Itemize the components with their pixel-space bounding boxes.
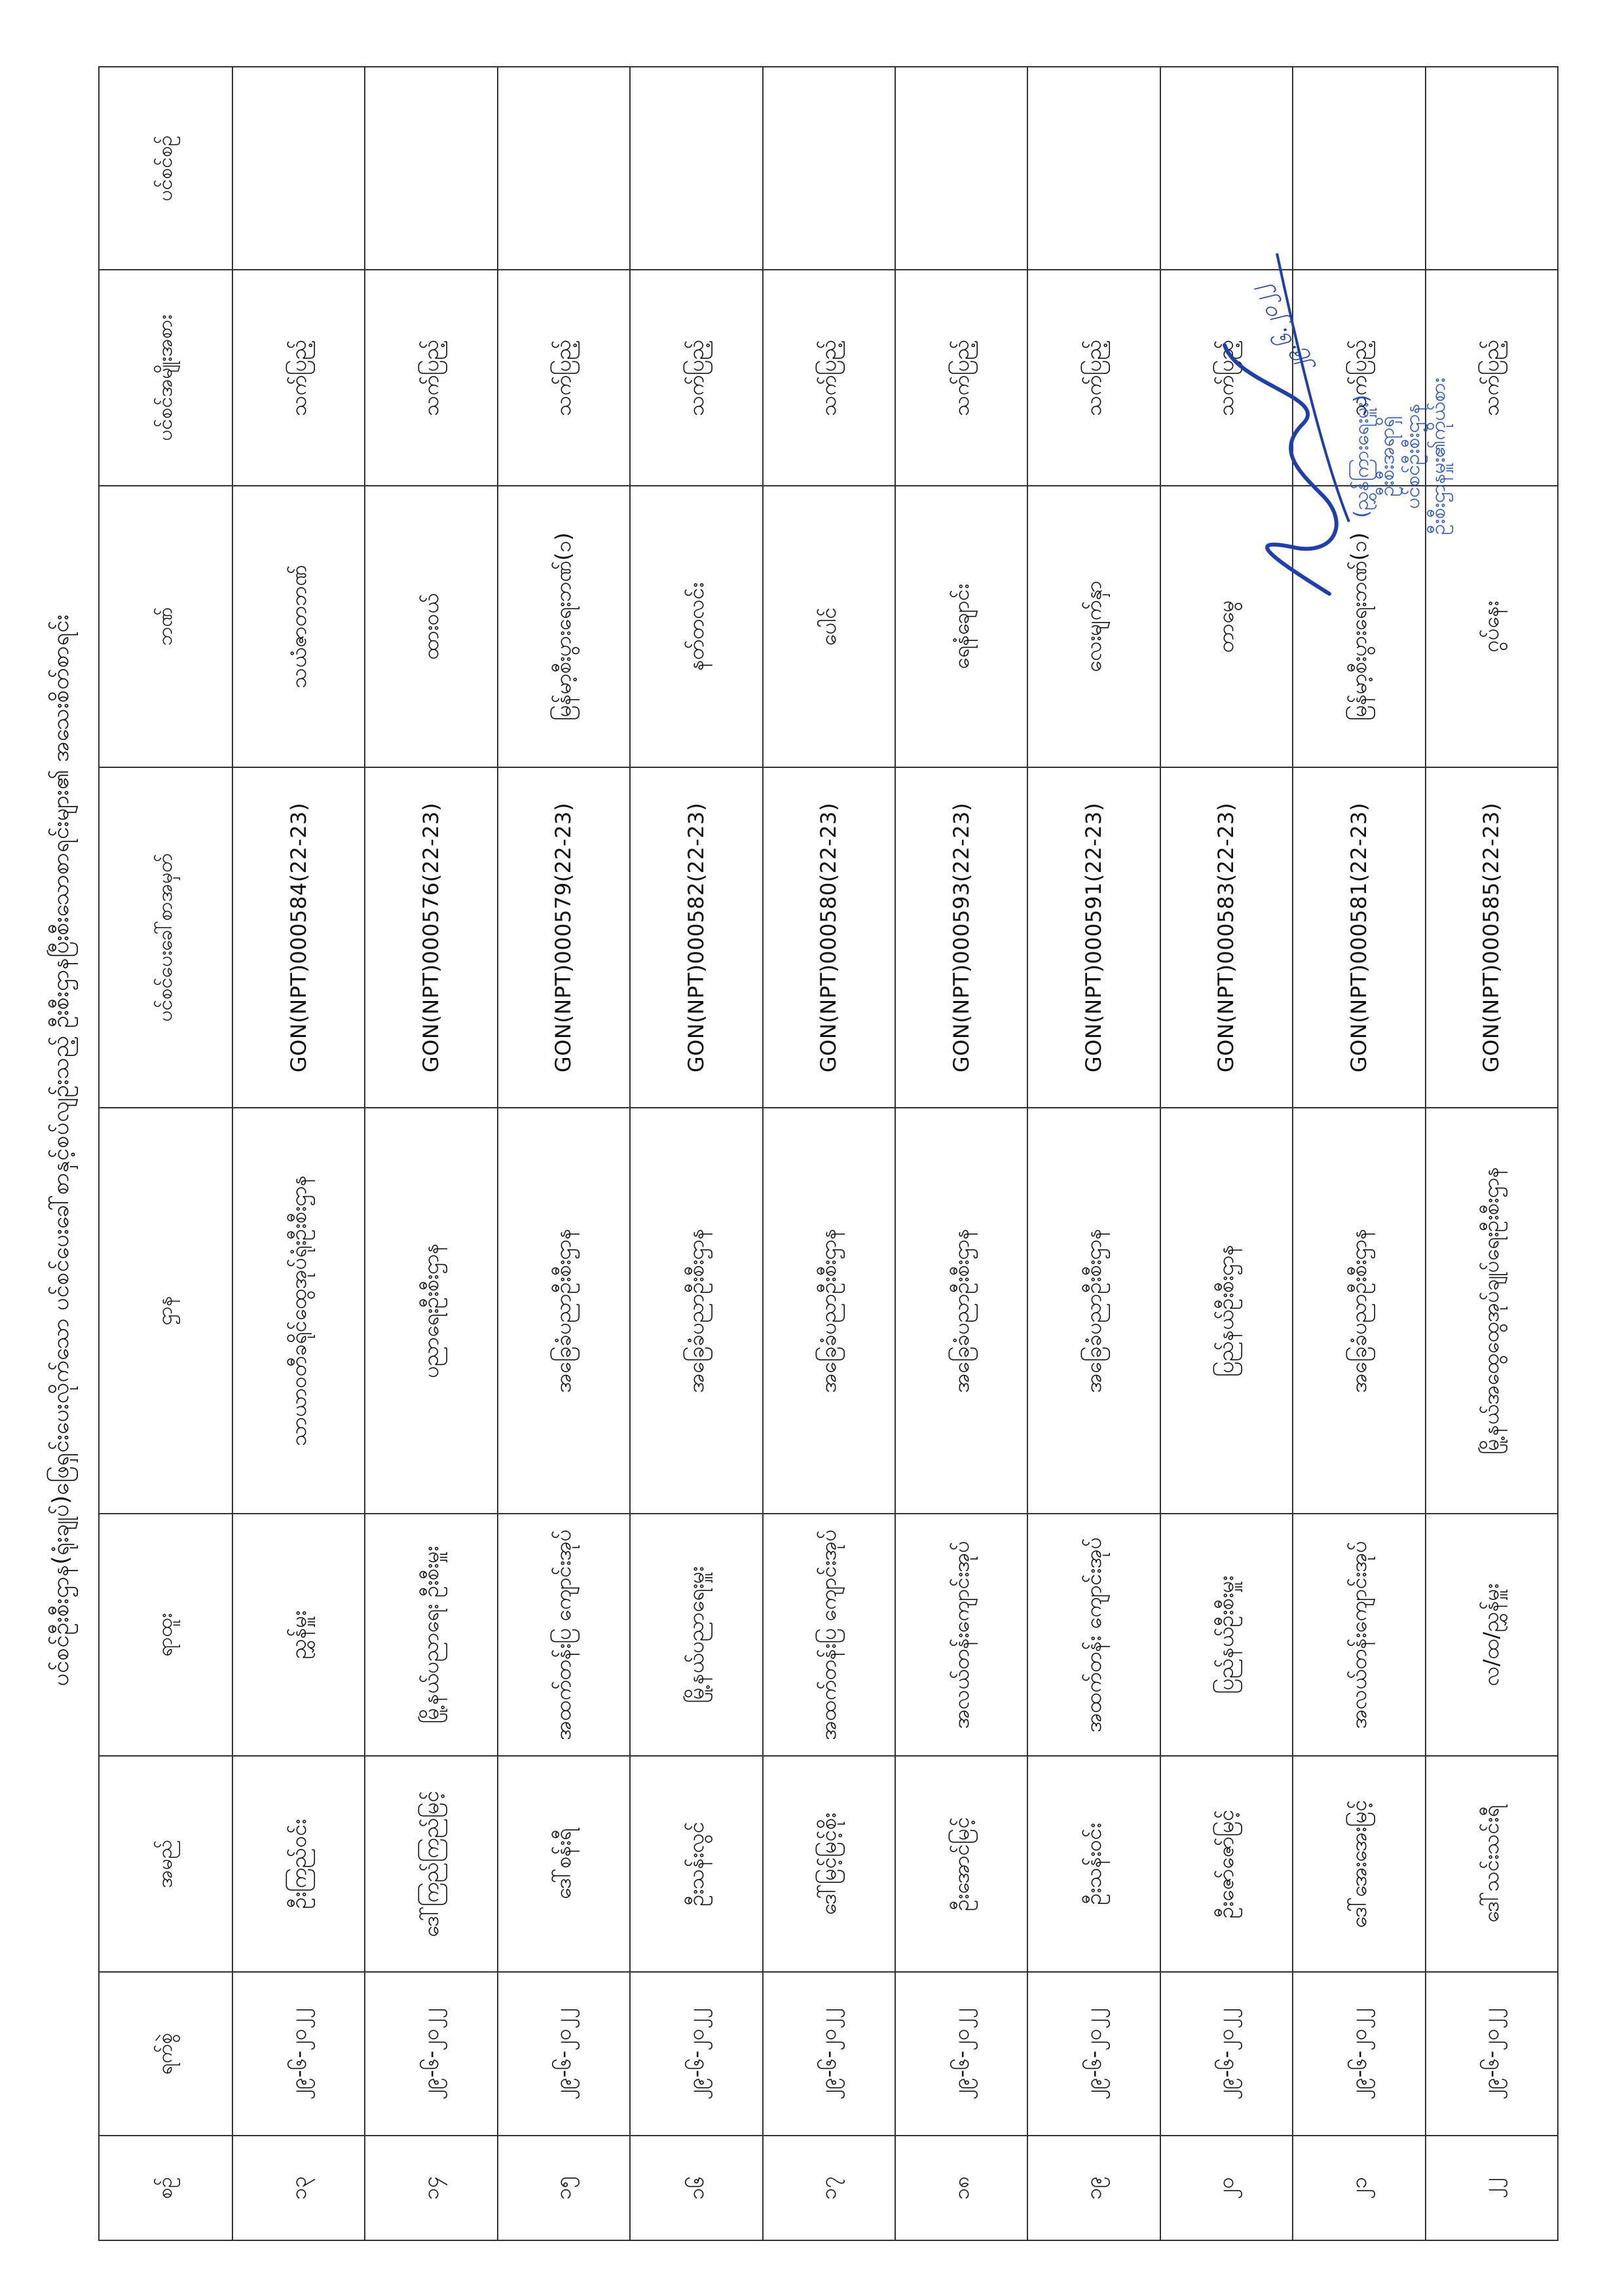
- cell-no: ၂၁: [1293, 2136, 1425, 2240]
- table-row: [630, 67, 762, 2240]
- table-row: [1027, 67, 1160, 2240]
- cell-date: ၂၉-၆-၂၀၂၂: [763, 1972, 895, 2136]
- cell-no: ၁၃: [232, 2136, 365, 2240]
- cell-rank: အထက်တန်းပြ ကျောင်းအုပ်: [498, 1514, 630, 1756]
- cell-code: GON(NPT)000593(22-23): [895, 767, 1027, 1108]
- cell-name: ဒေါ်သင်းသင်းရီ: [1426, 1756, 1558, 1972]
- cell-no: ၁၅: [498, 2136, 630, 2240]
- cell-bank: တာမွေ: [1160, 486, 1293, 767]
- cell-bank: မြန်မာ့စီးပွားရေးဘဏ်(၁): [498, 486, 630, 767]
- cell-bank: ရေနံချောင်း: [895, 486, 1027, 767]
- cell-name: ဦးဇော်ဇော်မြင့်: [1160, 1756, 1293, 1972]
- cell-code: GON(NPT)000576(22-23): [365, 767, 497, 1108]
- table-header-row: [99, 67, 232, 2240]
- signature: [1198, 162, 1369, 620]
- cell-no: ၁၄: [365, 2136, 497, 2240]
- cell-rank: မြို့နယ်ပညာရေး ဦးစီးမှူး: [365, 1514, 497, 1756]
- table-row: [365, 67, 497, 2240]
- header-serial: ပင်စင်စဉ်: [99, 67, 232, 270]
- cell-bank: ဂွပ်နေး: [1426, 486, 1558, 767]
- header-type: ပင်စင်အမျိုးအစား: [99, 270, 232, 486]
- cell-date: ၂၉-၆-၂၀၂၂: [895, 1972, 1027, 2136]
- stamp-line: ဦးစီးအရာရှိ: [1376, 416, 1399, 497]
- cell-type: သက်ပြည့်: [1027, 270, 1160, 486]
- cell-code: GON(NPT)000591(22-23): [1027, 767, 1160, 1108]
- cell-rank: အလယ်တန်းကျောင်းအုပ်: [1293, 1514, 1425, 1756]
- cell-no: ၂၀: [1160, 2136, 1293, 2240]
- cell-date: ၂၉-၆-၂၀၂၂: [365, 1972, 497, 2136]
- cell-code: GON(NPT)000580(22-23): [763, 767, 895, 1108]
- cell-bank: လေးမျက်နှာ: [1027, 486, 1160, 767]
- cell-no: ၂၂: [1426, 2136, 1558, 2240]
- cell-code: GON(NPT)000585(22-23): [1426, 767, 1558, 1108]
- header-date: ရက်စွဲ: [99, 1972, 232, 2136]
- cell-serial: [630, 67, 762, 270]
- cell-serial: [895, 67, 1027, 270]
- cell-date: ၂၉-၆-၂၀၂၂: [1426, 1972, 1558, 2136]
- cell-serial: [763, 67, 895, 270]
- header-no: စဉ်: [99, 2136, 232, 2240]
- cell-type: သက်ပြည့်: [895, 270, 1027, 486]
- cell-name: ဒေါ်စန်းရီ: [498, 1756, 630, 1972]
- cell-no: ၁၇: [763, 2136, 895, 2240]
- cell-dept: ပညာရေးဦးစီးဌာန: [365, 1108, 497, 1514]
- cell-code: GON(NPT)000579(22-23): [498, 767, 630, 1108]
- cell-code: GON(NPT)000582(22-23): [630, 767, 762, 1108]
- cell-type: သက်ပြည့်: [232, 270, 365, 486]
- cell-dept: အခြေခံပညာဦးစီးဌာန: [498, 1108, 630, 1514]
- header-bank: ဘဏ်: [99, 486, 232, 767]
- cell-date: ၂၉-၆-၂၀၂၂: [1160, 1972, 1293, 2136]
- cell-bank: မြန်မာ့စီးပွားရေးဘဏ်(၁): [1293, 486, 1425, 767]
- cell-serial: [1027, 67, 1160, 270]
- cell-type: သက်ပြည့်: [365, 270, 497, 486]
- table-row: [895, 67, 1027, 2240]
- cell-name: ဦးအောင်မြင့်: [895, 1756, 1027, 1972]
- cell-date: ၂၉-၆-၂၀၂၂: [498, 1972, 630, 2136]
- document-title: ပင်စင်ဦးစီးဌာန(ရုံးချုပ်)ဖြေရှင်းပေးလိုက်သော ပင်စင်ပေးခေါ်စာနှင့်စပ်လျဉ်းသည့် ဦးစီးဌာနပြီးစီးသောစာရင်းများ၏ အသေးစိတ်စာရင်း: [48, 614, 74, 1686]
- header-rank: ရာထူး: [99, 1514, 232, 1756]
- table-row: [498, 67, 630, 2240]
- stamp-line: ဦးစီးဌာနမှူး၏ကိုယ်စား: [1427, 377, 1450, 536]
- cell-name: ဒေါ်အေးအေးမြင့်: [1293, 1756, 1425, 1972]
- cell-name: ဒေါ်မြင့်မြင့်စိုး: [763, 1756, 895, 1972]
- cell-no: ၁၆: [630, 2136, 762, 2240]
- cell-type: သက်ပြည့်: [1426, 270, 1558, 486]
- cell-dept: မြို့နယ်အထွေထွေအုပ်ချုပ်ရေးဦးစီးဌာန: [1426, 1108, 1558, 1514]
- cell-dept: သာယာဝတီခရိုင်ထွေအုပ်ရုံးဦးစီးဌာန: [232, 1108, 365, 1514]
- cell-bank: ပေါင်: [763, 486, 895, 767]
- header-name: အမည်: [99, 1756, 232, 1972]
- cell-type: သက်ပြည့်: [1293, 270, 1425, 486]
- header-dept: ဌာန: [99, 1108, 232, 1514]
- cell-name: ဦးသန်းလွင်: [630, 1756, 762, 1972]
- cell-rank: ညွှန်မှူး: [232, 1514, 365, 1756]
- cell-name: ဦးသန်းဝင်း: [1027, 1756, 1160, 1972]
- stamp-line: ပင်စင်ဦးစီးဌာန: [1401, 403, 1424, 509]
- cell-rank: မြို့နယ်ပညာရေးမှူး: [630, 1514, 762, 1756]
- cell-bank: သယံဇာတဘဏ်: [232, 486, 365, 767]
- cell-date: ၂၉-၆-၂၀၂၂: [630, 1972, 762, 2136]
- cell-no: ၁၉: [1027, 2136, 1160, 2240]
- cell-name: ဦးကြည်ဝင်း: [232, 1756, 365, 1972]
- cell-serial: [498, 67, 630, 270]
- cell-type: သက်ပြည့်: [1160, 270, 1293, 486]
- cell-dept: ပြည်နယ်ဦးစီးဌာန: [1160, 1108, 1293, 1514]
- cell-code: GON(NPT)000584(22-23): [232, 767, 365, 1108]
- cell-date: ၂၉-၆-၂၀၂၂: [1293, 1972, 1425, 2136]
- cell-rank: အထက်တန်း ကျောင်းအုပ်: [1027, 1514, 1160, 1756]
- cell-dept: အခြေခံပညာဦးစီးဌာန: [895, 1108, 1027, 1514]
- cell-code: GON(NPT)000583(22-23): [1160, 767, 1293, 1108]
- cell-type: သက်ပြည့်: [763, 270, 895, 486]
- cell-date: ၂၉-၆-၂၀၂၂: [232, 1972, 365, 2136]
- cell-serial: [232, 67, 365, 270]
- cell-bank: နတ်တလင်း: [630, 486, 762, 767]
- cell-name: ဒေါ်ကြည်ကြည်မြင့်: [365, 1756, 497, 1972]
- cell-dept: အခြေခံပညာဦးစီးဌာန: [1027, 1108, 1160, 1514]
- cell-dept: အခြေခံပညာဦးစီးဌာန: [630, 1108, 762, 1514]
- cell-rank: အထက်တန်းပြ ကျောင်းအုပ်: [763, 1514, 895, 1756]
- table-row: [763, 67, 895, 2240]
- cell-rank: လ/ထ/ညွှန်မှူး: [1426, 1514, 1558, 1756]
- official-stamp: [1349, 162, 1451, 751]
- cell-rank: အလယ်တန်းကျောင်းအုပ်: [895, 1514, 1027, 1756]
- cell-serial: [365, 67, 497, 270]
- cell-dept: အခြေခံပညာဦးစီးဌာန: [763, 1108, 895, 1514]
- cell-no: ၁၈: [895, 2136, 1027, 2240]
- stamp-line: (ညွှန်ကြားရေးမှူး): [1350, 394, 1373, 519]
- signature-date: ၂၉.၆.၂၀၂၂: [1245, 282, 1314, 380]
- table-row: [232, 67, 365, 2240]
- cell-type: သက်ပြည့်: [630, 270, 762, 486]
- cell-code: GON(NPT)000581(22-23): [1293, 767, 1425, 1108]
- cell-bank: ထားဝယ်: [365, 486, 497, 767]
- cell-date: ၂၉-၆-၂၀၂၂: [1027, 1972, 1160, 2136]
- cell-type: သက်ပြည့်: [498, 270, 630, 486]
- cell-dept: အခြေခံပညာဦးစီးဌာန: [1293, 1108, 1425, 1514]
- cell-rank: ပြည်နယ်ဦးစီးမှူး: [1160, 1514, 1293, 1756]
- header-code: ပင်စင်ပေးခေါ်စာအမှတ်: [99, 767, 232, 1108]
